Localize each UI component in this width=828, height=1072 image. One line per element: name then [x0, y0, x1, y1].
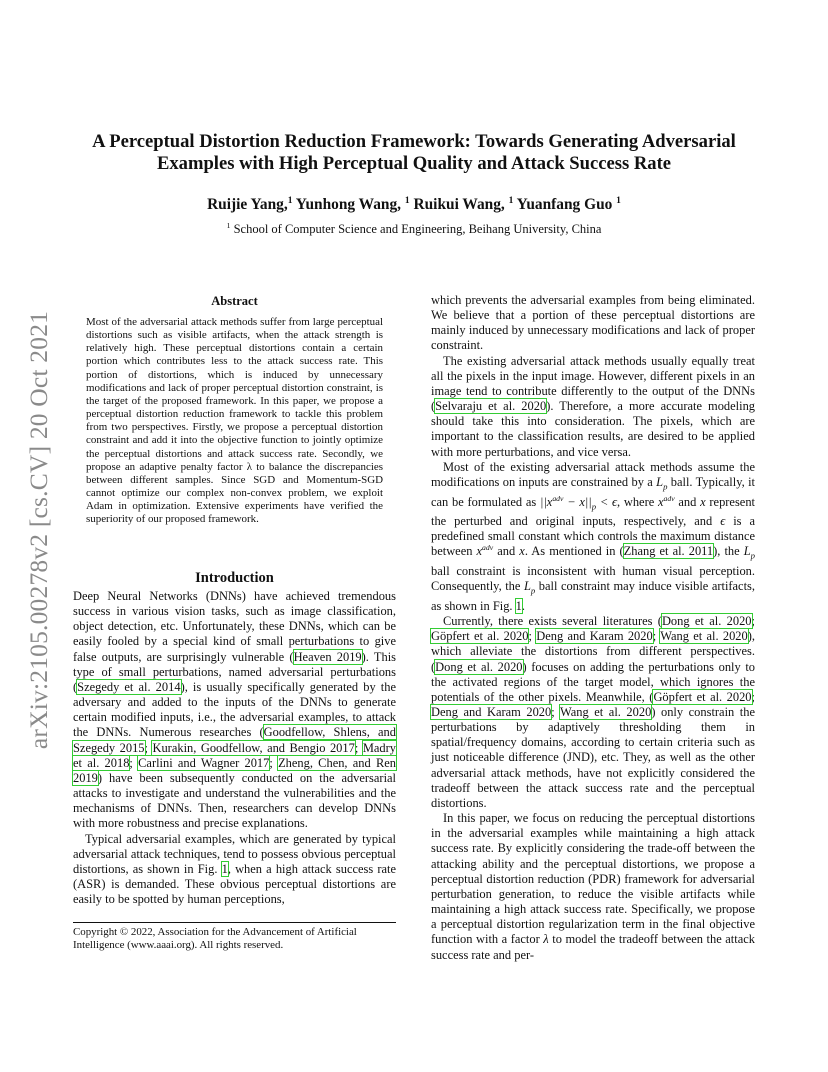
- introduction-heading: Introduction: [195, 570, 274, 586]
- right-paragraph-2: Most of the existing adversarial attack methods assume the modifications on inputs are constrained by a $L_p$ ball. Typically, it can be formulated as $||x^{adv} - x||_p < \epsilon$, where $x^{adv}$ and x represent the perturbed and original inputs, respectively, and ϵ is a predefined small constant which controls the maximum distance between $x^{adv}$ and x. As mentioned in (Zhang et al. 2011), the $L_p$ ball constraint is inconsistent with human visual perception. Consequently, the $L_p$ ball constraint may induce visible artifacts, as shown in Fig. 1.: [431, 459, 756, 613]
- abstract-heading: Abstract: [211, 294, 258, 308]
- citation-link[interactable]: Wang et al. 2020: [560, 705, 652, 719]
- intro-paragraph-1: Deep Neural Networks (DNNs) have achieved tremendous success in various vision tasks, such as image classification, object detection, etc. Unfortunately, these DNNs, which can be easily fooled by a special kind of small perturbations to give false outputs, are surprisingly vulnerable (Heaven 2019). This type of small perturbations, named adversarial perturbations (Szegedy et al. 2014), is usually specifically generated by the adversary and added to the inputs of the DNNs to generate certain modified inputs, i.e., the adversarial examples, to attack the DNNs. Numerous researches (Goodfellow, Shlens, and Szegedy 2015; Kurakin, Goodfellow, and Bengio 2017; Madry et al. 2018; Carlini and Wagner 2017; Zheng, Chen, and Ren 2019) have been subsequently conducted on the adversarial attacks to investigate and understand the vulnerabilities and the mechanisms of DNNs. Then, researchers can develop DNNs with more robustness and precise explanations.: [73, 589, 397, 831]
- figure-link[interactable]: 1: [515, 598, 522, 613]
- author-list: [60, 196, 768, 214]
- citation-link[interactable]: Madry et al. 2018: [73, 740, 396, 770]
- author-affil-mark: 1: [404, 194, 410, 206]
- right-column-body: [431, 293, 755, 963]
- citation-link[interactable]: Heaven 2019: [293, 649, 362, 664]
- author-name: Yunhong Wang,: [295, 196, 405, 213]
- author-name: Ruijie Yang,: [207, 196, 288, 213]
- intro-paragraph-2: Typical adversarial examples, which are generated by typical adversarial attack techniques, tend to possess obvious perceptual distortions, as shown in Fig. 1, when a high attack success rate (ASR) is demanded. These obvious perceptual distortions are easily to be spotted by human perceptions,: [73, 831, 397, 907]
- citation-link[interactable]: Szegedy et al. 2014: [77, 679, 181, 694]
- author-name: Yuanfang Guo: [516, 196, 617, 213]
- citation-link[interactable]: Goodfellow, Shlens, and Szegedy 2015: [73, 725, 396, 755]
- arxiv-identifier: [24, 296, 54, 764]
- citation-link[interactable]: Selvaraju et al. 2020: [435, 399, 547, 414]
- citation-link[interactable]: Dong et al. 2020: [661, 614, 752, 629]
- citation-link[interactable]: Deng and Karam 2020: [536, 629, 653, 644]
- author-name: Ruikui Wang,: [413, 196, 509, 213]
- citation-link[interactable]: Göpfert et al. 2020: [431, 629, 529, 644]
- citation-link[interactable]: Carlini and Wagner 2017: [138, 755, 270, 770]
- arxiv-id-text: arXiv:2105.00278v2 [cs.CV] 20 Oct 2021: [24, 310, 53, 750]
- figure-link[interactable]: 1: [221, 861, 228, 876]
- citation-link[interactable]: Wang et al. 2020: [660, 629, 748, 644]
- citation-link[interactable]: Kurakin, Goodfellow, and Bengio 2017: [152, 740, 355, 755]
- right-paragraph-0: which prevents the adversarial examples from being eliminated. We believe that a portion of these perceptual distortions are mainly induced by unnecessary modifications and lack of proper constraint.: [431, 293, 755, 353]
- citation-link[interactable]: Göpfert et al. 2020: [653, 689, 752, 704]
- copyright-footnote: Copyright © 2022, Association for the Advancement of Artificial Intelligence (www.aaai.org). All rights reserved.: [73, 922, 396, 952]
- abstract-text: Most of the adversarial attack methods suffer from large perceptual distortions such as visible artifacts, when the attack strength is relatively high. These perceptual distortions contain a certain portion which contributes less to the attack success rate. This portion of distortions, which is induced by unnecessary modifications and lack of proper perceptual distortion constraint, is the target of the proposed framework. In this paper, we propose a perceptual distortion reduction framework to tackle this problem from two perspectives. Firstly, we propose a perceptual distortion constraint and add it into the objective function to jointly optimize the perceptual distortions and attack success rate. Secondly, we propose an adaptive penalty factor λ to balance the discrepancies between different samples. Since SGD and Momentum-SGD cannot optimize our complex non-convex problem, we exploit Adam in optimization. Extensive experiments have verified the superiority of our proposed framework.: [86, 316, 383, 526]
- author-affil-mark: 1: [287, 194, 293, 206]
- right-paragraph-3: Currently, there exists several literatures (Dong et al. 2020; Göpfert et al. 2020; Deng and Karam 2020; Wang et al. 2020), which alleviate the distortions from different perspectives. (Dong et al. 2020) focuses on adding the perturbations only to the activated regions of the target model, which ignores the potentials of the other pixels. Meanwhile, (Göpfert et al. 2020; Deng and Karam 2020; Wang et al. 2020) only constrain the perturbations by adaptively thresholding them in spatial/frequency domains, according to certain criteria such as just noticeable difference (JND), etc. They, as well as the other adversarial attack methods, have not explicitly considered the tradeoff between the attack success rate and the perceptual distortions.: [431, 614, 755, 810]
- author-affil-mark: 1: [616, 194, 621, 206]
- author-affil-mark: 1: [508, 194, 514, 206]
- affiliation: [60, 222, 768, 237]
- affiliation-text: School of Computer Science and Engineering, Beihang University, China: [230, 222, 602, 236]
- citation-link[interactable]: Zheng, Chen, and Ren 2019: [73, 755, 397, 785]
- right-paragraph-4: In this paper, we focus on reducing the perceptual distortions in the adversarial examples while maintaining a high attack success rate. By explicitly considering the trade-off between the attacking ability and the perceptual distortions, we propose a perceptual distortion reduction (PDR) framework for adversarial perturbation generation, to reduce the visible artifacts while maintaining a high attack success rate. Specifically, we propose a perceptual distortion regularization term in the final objective function with a factor λ to model the tradeoff between the attack success rate and per-: [431, 811, 755, 962]
- affiliation-mark: 1: [226, 220, 231, 230]
- right-paragraph-1: The existing adversarial attack methods usually equally treat all the pixels in the input image. However, different pixels in an image tend to contribute differently to the output of the DNNs (Selvaraju et al. 2020). Therefore, a more accurate modeling should take this into consideration. The pixels, which are important to the classification results, are desired to be applied with more perturbations, and vice versa.: [431, 353, 756, 459]
- citation-link[interactable]: Zhang et al. 2011: [623, 544, 714, 559]
- citation-link[interactable]: Dong et al. 2020: [435, 659, 523, 674]
- left-column-body: [73, 589, 396, 907]
- paper-title: A Perceptual Distortion Reduction Framework: Towards Generating Adversarial Examples with High Perceptual Quality and Attack Success Rate: [92, 131, 736, 174]
- citation-link[interactable]: Deng and Karam 2020: [431, 705, 552, 719]
